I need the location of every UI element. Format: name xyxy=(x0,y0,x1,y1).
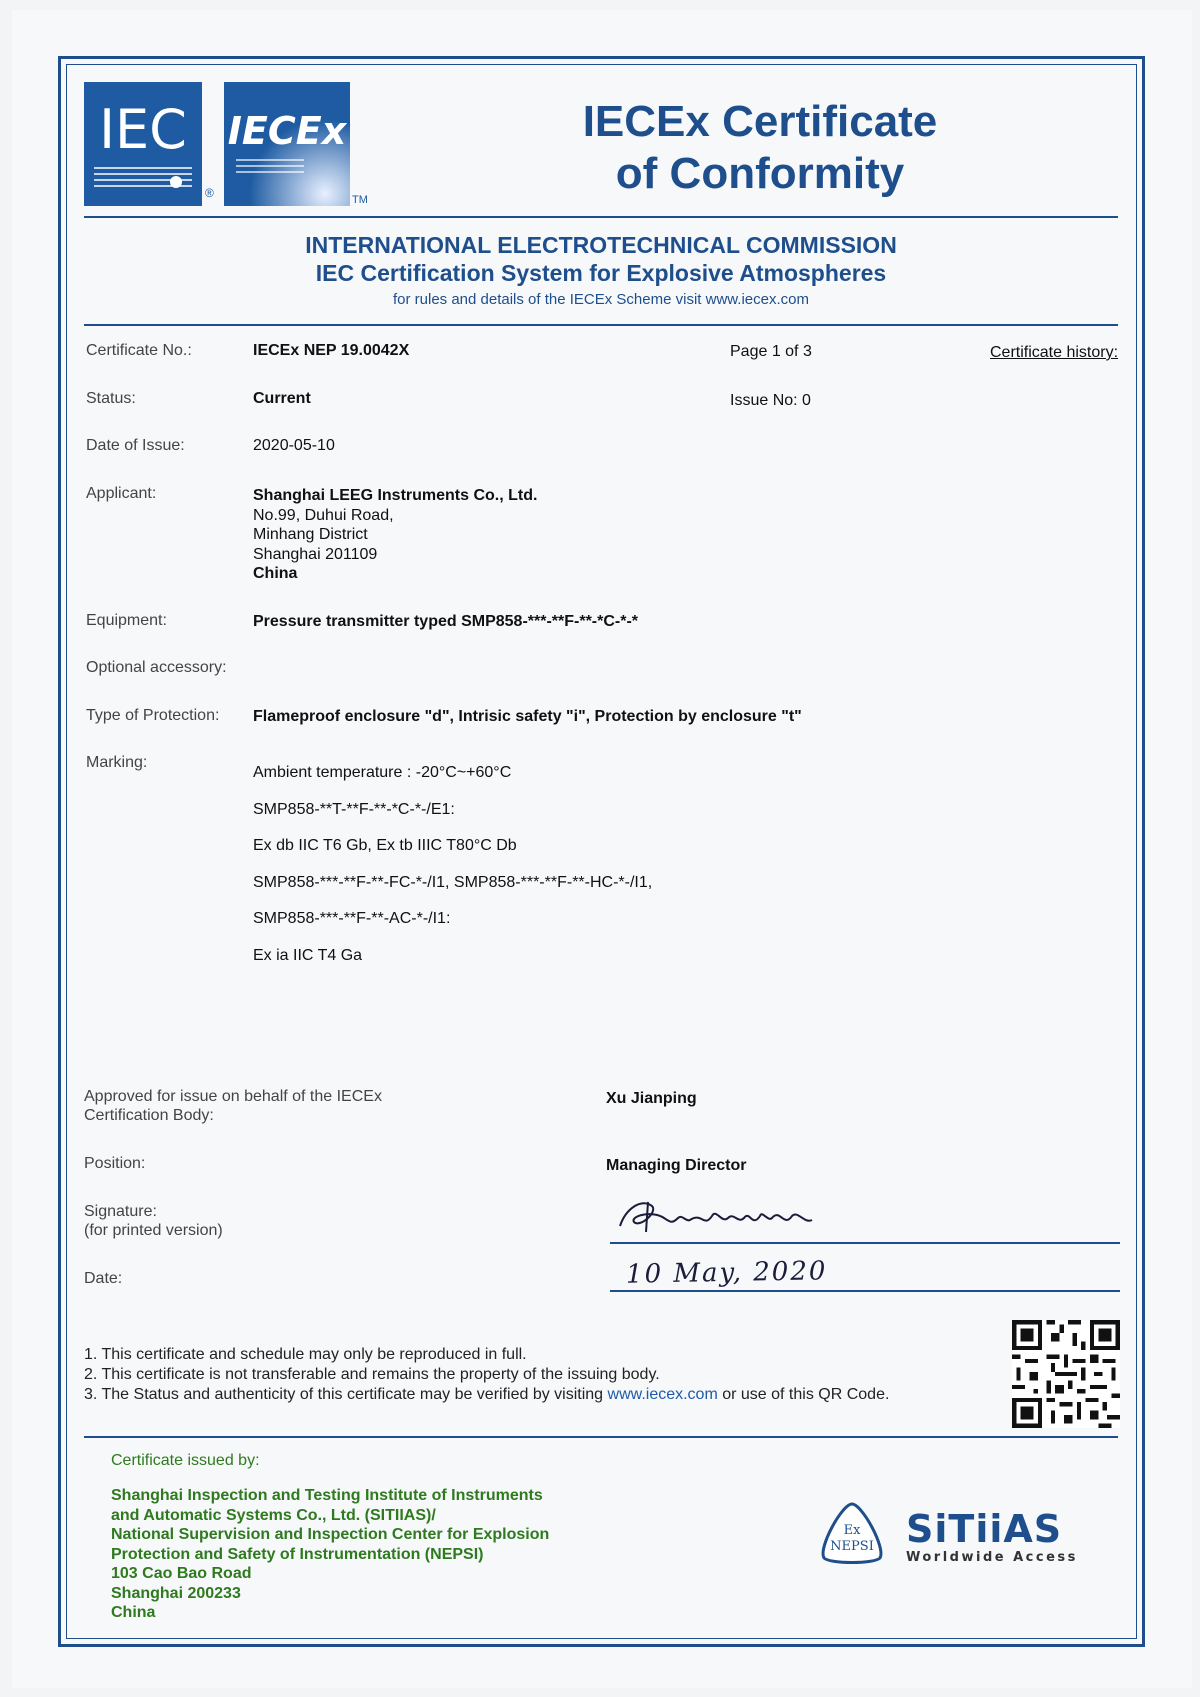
iecex-website-link[interactable]: www.iecex.com xyxy=(607,1386,718,1403)
date-of-issue-label: Date of Issue: xyxy=(86,437,185,454)
protection-value: Flameproof enclosure "d", Intrisic safety "i", Protection by enclosure "t" xyxy=(253,708,802,725)
iecex-logo xyxy=(224,82,350,206)
status-value: Current xyxy=(253,390,311,407)
trademark-mark: TM xyxy=(352,194,368,206)
signature-label-line: Signature: xyxy=(84,1203,157,1220)
marking-block xyxy=(253,755,652,974)
header-rule xyxy=(84,216,1118,218)
cert-no-label: Certificate No.: xyxy=(86,342,192,359)
rules-note: for rules and details of the IECEx Scheme visit www.iecex.com xyxy=(392,291,809,308)
optional-accessory-label: Optional accessory: xyxy=(86,659,227,676)
issuer-line: Protection and Safety of Instrumentation (NEPSI) xyxy=(111,1545,484,1563)
note-text: or use of this QR Code. xyxy=(717,1386,890,1403)
applicant-address-line: Minhang District xyxy=(253,526,368,543)
approved-label-line: Approved for issue on behalf of the IECEx xyxy=(84,1088,382,1105)
sitiias-logo-text: SiTiiAS xyxy=(906,1507,1063,1551)
marking-line: SMP858-**T-**F-**-*C-*-/E1: xyxy=(253,800,455,818)
nepsi-logo xyxy=(814,1500,890,1566)
protection-label: Type of Protection: xyxy=(86,707,220,724)
iecex-logo-text: IECEx xyxy=(227,109,347,153)
equipment-value: Pressure transmitter typed SMP858-***-**F-**-*C-*-* xyxy=(253,613,639,630)
iec-logo-text: IEC xyxy=(99,98,187,161)
equipment-label: Equipment: xyxy=(86,612,167,629)
page-indicator: Page 1 of 3 xyxy=(730,343,812,360)
marking-line: SMP858-***-**F-**-FC-*-/I1, SMP858-***-**F-**-HC-*-/I1, xyxy=(253,873,653,891)
applicant-label: Applicant: xyxy=(86,485,157,502)
issuer-line: Shanghai Inspection and Testing Institute of Instruments xyxy=(111,1487,543,1504)
issuer-line: China xyxy=(111,1604,156,1621)
position-label: Position: xyxy=(84,1155,146,1172)
issuer-line: National Supervision and Inspection Center for Explosion xyxy=(111,1526,550,1543)
registered-mark: ® xyxy=(205,186,214,200)
applicant-address-line: Shanghai 201109 xyxy=(253,545,378,563)
signature-label-line: (for printed version) xyxy=(84,1222,223,1239)
applicant-block xyxy=(253,486,537,584)
note-item: 2. This certificate is not transferable and remains the property of the issuing body. xyxy=(84,1366,660,1383)
issuer-block xyxy=(111,1486,549,1623)
system-name: IEC Certification System for Explosive Atmospheres xyxy=(315,260,887,286)
handwritten-signature xyxy=(612,1188,822,1240)
note-item xyxy=(84,1385,889,1405)
date-label: Date: xyxy=(84,1270,123,1287)
signature-line xyxy=(610,1242,1120,1244)
certificate-title xyxy=(560,96,960,200)
approved-label-line: Certification Body: xyxy=(84,1107,214,1124)
applicant-address-line: No.99, Duhui Road, xyxy=(253,506,394,524)
issuer-label: Certificate issued by: xyxy=(111,1452,260,1469)
handwritten-date: 10 May, 2020 xyxy=(625,1256,828,1290)
issuer-line: Shanghai 200233 xyxy=(111,1584,241,1602)
marking-line: Ex db IIC T6 Gb, Ex tb IIIC T80°C Db xyxy=(253,837,517,854)
issuer-line: and Automatic Systems Co., Ltd. (SITIIAS)/ xyxy=(111,1506,436,1524)
title-line-1: IECEx Certificate xyxy=(582,97,938,146)
approver-name: Xu Jianping xyxy=(606,1090,697,1107)
org-name: INTERNATIONAL ELECTROTECHNICAL COMMISSION xyxy=(305,232,897,258)
issue-no: Issue No: 0 xyxy=(730,392,811,409)
status-label: Status: xyxy=(86,390,136,407)
approved-label xyxy=(84,1087,382,1125)
notes-list xyxy=(84,1345,889,1405)
details-rule xyxy=(84,324,1118,326)
note-text: 3. The Status and authenticity of this certificate may be verified by visiting xyxy=(84,1386,608,1403)
signature-label xyxy=(84,1202,223,1240)
title-line-2: of Conformity xyxy=(615,149,905,198)
note-item: 1. This certificate and schedule may only be reproduced in full. xyxy=(84,1346,527,1363)
sitiias-logo xyxy=(906,1508,1116,1565)
marking-line: Ex ia IIC T4 Ga xyxy=(253,946,363,964)
nepsi-text: NEPSI xyxy=(830,1539,874,1554)
verification-qr-code[interactable] xyxy=(1012,1320,1120,1428)
iec-logo xyxy=(84,82,202,206)
marking-label: Marking: xyxy=(86,754,148,771)
applicant-country: China xyxy=(253,565,298,582)
date-line xyxy=(610,1290,1120,1292)
applicant-name: Shanghai LEEG Instruments Co., Ltd. xyxy=(253,487,538,504)
certificate-history-link[interactable]: Certificate history: xyxy=(990,344,1119,361)
marking-line: Ambient temperature : -20°C~+60°C xyxy=(253,764,512,781)
position-value: Managing Director xyxy=(606,1157,747,1174)
date-of-issue-value: 2020-05-10 xyxy=(253,437,335,454)
cert-no-value: IECEx NEP 19.0042X xyxy=(253,342,410,359)
sitiias-tagline: Worldwide Access xyxy=(906,1550,1078,1565)
nepsi-ex-text: Ex xyxy=(843,1523,861,1538)
footer-rule xyxy=(84,1436,1118,1438)
marking-line: SMP858-***-**F-**-AC-*-/I1: xyxy=(253,910,451,927)
issuer-line: 103 Cao Bao Road xyxy=(111,1565,252,1582)
